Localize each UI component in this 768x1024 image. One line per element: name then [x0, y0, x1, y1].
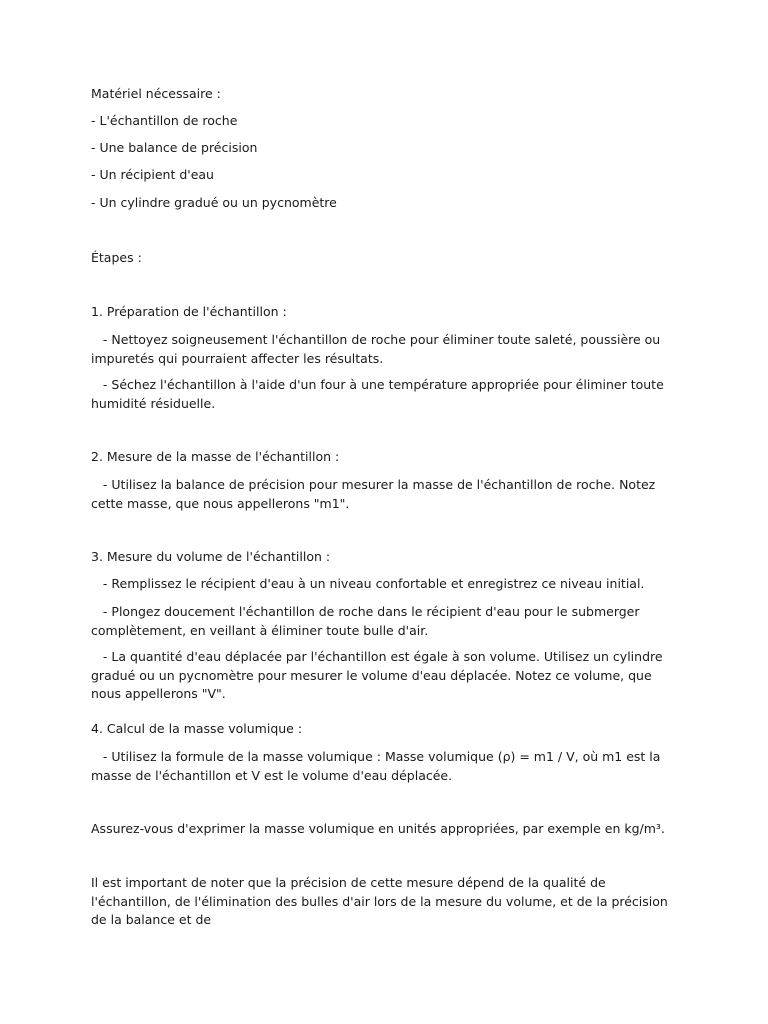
- step-3-title: 3. Mesure du volume de l'échantillon :: [91, 549, 331, 564]
- step-1-title: 1. Préparation de l'échantillon :: [91, 304, 287, 319]
- materiel-item-4: - Un cylindre gradué ou un pycnomètre: [91, 195, 337, 210]
- step-4-title: 4. Calcul de la masse volumique :: [91, 721, 303, 736]
- note-units: Assurez-vous d'exprimer la masse volumique en unités appropriées, par exemple en kg/m³.: [91, 821, 665, 836]
- materiel-heading: Matériel nécessaire :: [91, 86, 221, 101]
- step-4-bullet-1: - Utilisez la formule de la masse volumique : Masse volumique (ρ) = m1 / V, où m1 est la masse de l'échantillon et V est le volume d'eau déplacée.: [91, 749, 665, 783]
- etapes-heading: Étapes :: [91, 250, 142, 265]
- materiel-item-2: - Une balance de précision: [91, 140, 258, 155]
- step-3-bullet-2: - Plongez doucement l'échantillon de roche dans le récipient d'eau pour le submerger complètement, en veillant à éliminer toute bulle d'air.: [91, 604, 644, 638]
- note-precision: Il est important de noter que la précision de cette mesure dépend de la qualité de l'échantillon, de l'élimination des bulles d'air lors de la mesure du volume, et de la précision de la balance et de: [91, 875, 668, 927]
- step-3-bullet-1: - Remplissez le récipient d'eau à un niveau confortable et enregistrez ce niveau initial.: [91, 576, 645, 591]
- step-1-bullet-2: - Séchez l'échantillon à l'aide d'un four à une température appropriée pour éliminer toute humidité résiduelle.: [91, 377, 668, 411]
- materiel-item-3: - Un récipient d'eau: [91, 167, 214, 182]
- step-2-title: 2. Mesure de la masse de l'échantillon :: [91, 449, 340, 464]
- step-2-bullet-1: - Utilisez la balance de précision pour mesurer la masse de l'échantillon de roche. Notez cette masse, que nous appellerons "m1".: [91, 477, 660, 511]
- step-1-bullet-1: - Nettoyez soigneusement l'échantillon de roche pour éliminer toute saleté, poussière ou impuretés qui pourraient affecter les résultats.: [91, 332, 665, 366]
- step-3-bullet-3: - La quantité d'eau déplacée par l'échantillon est égale à son volume. Utilisez un cylindre gradué ou un pycnomètre pour mesurer le volume d'eau déplacée. Notez ce volume, que nous appellerons "V".: [91, 649, 667, 701]
- materiel-item-1: - L'échantillon de roche: [91, 113, 238, 128]
